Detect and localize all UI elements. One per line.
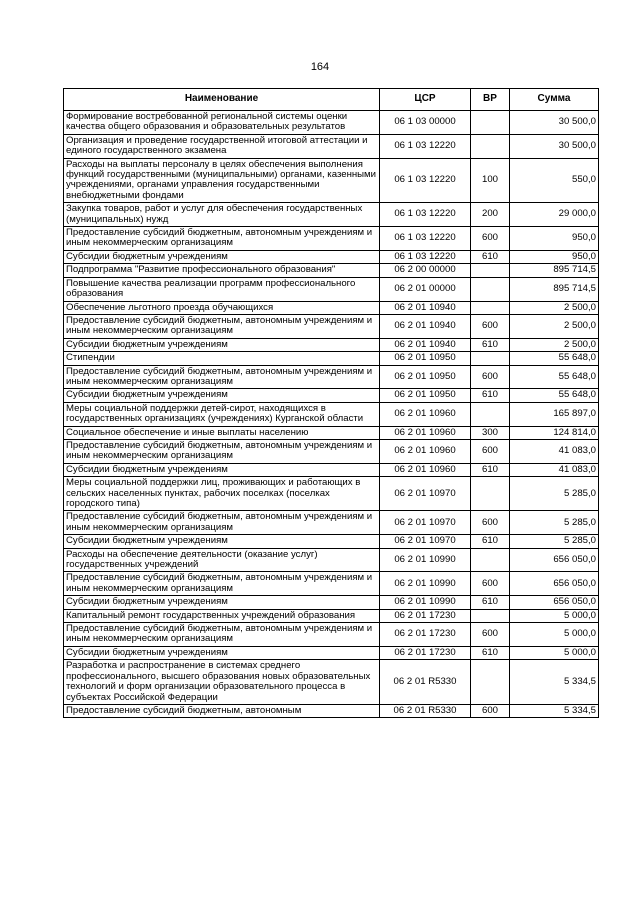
cell-csr: 06 1 03 12220: [380, 134, 471, 158]
cell-sum: 55 648,0: [510, 352, 599, 365]
cell-csr: 06 1 03 12220: [380, 227, 471, 251]
cell-vr: 610: [471, 463, 510, 476]
cell-sum: 5 334,5: [510, 704, 599, 717]
cell-sum: 656 050,0: [510, 596, 599, 609]
cell-csr: 06 1 03 12220: [380, 250, 471, 263]
cell-vr: [471, 277, 510, 301]
budget-table: [63, 88, 599, 718]
cell-csr: 06 2 01 10940: [380, 314, 471, 338]
cell-csr: 06 2 01 10960: [380, 402, 471, 426]
table-row: [64, 646, 599, 659]
table-row: [64, 227, 599, 251]
cell-name: Повышение качества реализации программ профессионального образования: [64, 277, 380, 301]
table-row: [64, 477, 599, 511]
table-row: [64, 660, 599, 705]
cell-csr: 06 2 01 R5330: [380, 704, 471, 717]
cell-csr: 06 2 01 10970: [380, 535, 471, 548]
cell-sum: 55 648,0: [510, 389, 599, 402]
cell-name: Предоставление субсидий бюджетным, автономным учреждениям и иным некоммерческим организациям: [64, 623, 380, 647]
cell-vr: 610: [471, 596, 510, 609]
cell-name: Субсидии бюджетным учреждениям: [64, 596, 380, 609]
cell-vr: 600: [471, 314, 510, 338]
cell-sum: 124 814,0: [510, 426, 599, 439]
cell-csr: 06 1 03 00000: [380, 111, 471, 135]
cell-sum: 895 714,5: [510, 277, 599, 301]
cell-csr: 06 2 01 17230: [380, 646, 471, 659]
table-body: [64, 111, 599, 718]
cell-name: Субсидии бюджетным учреждениям: [64, 535, 380, 548]
table-row: [64, 623, 599, 647]
cell-vr: 600: [471, 365, 510, 389]
table-row: [64, 111, 599, 135]
cell-vr: 610: [471, 250, 510, 263]
cell-sum: 55 648,0: [510, 365, 599, 389]
cell-name: Субсидии бюджетным учреждениям: [64, 250, 380, 263]
cell-csr: 06 2 01 10990: [380, 548, 471, 572]
cell-name: Обеспечение льготного проезда обучающихся: [64, 301, 380, 314]
cell-name: Капитальный ремонт государственных учреждений образования: [64, 609, 380, 622]
cell-vr: 610: [471, 535, 510, 548]
cell-name: Меры социальной поддержки детей-сирот, находящихся в государственных организациях (учреждениях) Курганской области: [64, 402, 380, 426]
cell-csr: 06 2 01 10940: [380, 338, 471, 351]
table-row: [64, 439, 599, 463]
cell-csr: 06 2 01 10950: [380, 352, 471, 365]
cell-name: Субсидии бюджетным учреждениям: [64, 389, 380, 402]
cell-sum: 656 050,0: [510, 572, 599, 596]
cell-sum: 5 000,0: [510, 646, 599, 659]
cell-csr: 06 2 01 10990: [380, 572, 471, 596]
table-row: [64, 596, 599, 609]
cell-sum: 41 083,0: [510, 439, 599, 463]
cell-csr: 06 2 01 10970: [380, 477, 471, 511]
cell-vr: [471, 264, 510, 277]
cell-vr: [471, 660, 510, 705]
cell-name: Предоставление субсидий бюджетным, автономным учреждениям и иным некоммерческим организациям: [64, 439, 380, 463]
table-row: [64, 463, 599, 476]
cell-vr: 600: [471, 511, 510, 535]
cell-vr: 610: [471, 389, 510, 402]
cell-sum: 30 500,0: [510, 134, 599, 158]
cell-vr: 300: [471, 426, 510, 439]
table-row: [64, 511, 599, 535]
cell-sum: 895 714,5: [510, 264, 599, 277]
cell-csr: 06 2 01 10960: [380, 463, 471, 476]
cell-sum: 5 285,0: [510, 477, 599, 511]
cell-csr: 06 2 01 10950: [380, 365, 471, 389]
cell-vr: [471, 402, 510, 426]
cell-vr: 600: [471, 227, 510, 251]
cell-name: Разработка и распространение в системах среднего профессионального, высшего образования новых образовательных технологий и форм организации образовательного процесса в субъектах Российской Федерации: [64, 660, 380, 705]
cell-csr: 06 2 01 10950: [380, 389, 471, 402]
cell-csr: 06 2 01 00000: [380, 277, 471, 301]
cell-vr: 610: [471, 338, 510, 351]
cell-name: Социальное обеспечение и иные выплаты населению: [64, 426, 380, 439]
cell-vr: 200: [471, 203, 510, 227]
cell-csr: 06 2 01 10970: [380, 511, 471, 535]
cell-name: Предоставление субсидий бюджетным, автономным: [64, 704, 380, 717]
cell-vr: [471, 301, 510, 314]
cell-vr: [471, 352, 510, 365]
cell-sum: 5 285,0: [510, 535, 599, 548]
cell-sum: 29 000,0: [510, 203, 599, 227]
table-row: [64, 609, 599, 622]
cell-sum: 950,0: [510, 227, 599, 251]
cell-sum: 30 500,0: [510, 111, 599, 135]
cell-csr: 06 2 01 R5330: [380, 660, 471, 705]
cell-vr: [471, 548, 510, 572]
cell-sum: 41 083,0: [510, 463, 599, 476]
cell-name: Организация и проведение государственной итоговой аттестации и единого государственного экзамена: [64, 134, 380, 158]
cell-sum: 5 000,0: [510, 609, 599, 622]
cell-name: Предоставление субсидий бюджетным, автономным учреждениям и иным некоммерческим организациям: [64, 227, 380, 251]
cell-sum: 550,0: [510, 158, 599, 203]
table-row: [64, 264, 599, 277]
cell-sum: 656 050,0: [510, 548, 599, 572]
header-vr: ВР: [471, 89, 510, 111]
table-row: [64, 250, 599, 263]
table-row: [64, 158, 599, 203]
cell-sum: 5 000,0: [510, 623, 599, 647]
cell-name: Предоставление субсидий бюджетным, автономным учреждениям и иным некоммерческим организациям: [64, 572, 380, 596]
cell-vr: 610: [471, 646, 510, 659]
cell-csr: 06 2 01 10940: [380, 301, 471, 314]
cell-csr: 06 2 01 17230: [380, 623, 471, 647]
cell-sum: 2 500,0: [510, 301, 599, 314]
cell-name: Предоставление субсидий бюджетным, автономным учреждениям и иным некоммерческим организациям: [64, 365, 380, 389]
page-number: 164: [310, 61, 330, 73]
table-row: [64, 277, 599, 301]
cell-vr: 100: [471, 158, 510, 203]
cell-sum: 2 500,0: [510, 314, 599, 338]
cell-name: Субсидии бюджетным учреждениям: [64, 646, 380, 659]
cell-vr: [471, 477, 510, 511]
header-csr: ЦСР: [380, 89, 471, 111]
table-row: [64, 365, 599, 389]
cell-sum: 2 500,0: [510, 338, 599, 351]
table-row: [64, 572, 599, 596]
table-row: [64, 301, 599, 314]
cell-sum: 950,0: [510, 250, 599, 263]
cell-csr: 06 2 01 10960: [380, 426, 471, 439]
cell-vr: 600: [471, 623, 510, 647]
cell-name: Подпрограмма "Развитие профессионального образования": [64, 264, 380, 277]
cell-name: Формирование востребованной региональной системы оценки качества общего образования и образовательных результатов: [64, 111, 380, 135]
cell-name: Стипендии: [64, 352, 380, 365]
table-row: [64, 426, 599, 439]
cell-csr: 06 2 01 17230: [380, 609, 471, 622]
cell-vr: [471, 609, 510, 622]
cell-vr: 600: [471, 704, 510, 717]
table-row: [64, 352, 599, 365]
table-header-row: [64, 89, 599, 111]
table-row: [64, 535, 599, 548]
cell-name: Предоставление субсидий бюджетным, автономным учреждениям и иным некоммерческим организациям: [64, 314, 380, 338]
cell-sum: 5 285,0: [510, 511, 599, 535]
cell-vr: 600: [471, 439, 510, 463]
cell-sum: 165 897,0: [510, 402, 599, 426]
cell-vr: 600: [471, 572, 510, 596]
cell-csr: 06 2 01 10990: [380, 596, 471, 609]
table-row: [64, 389, 599, 402]
cell-name: Меры социальной поддержки лиц, проживающих и работающих в сельских населенных пунктах, рабочих поселках (поселках городского типа): [64, 477, 380, 511]
cell-vr: [471, 111, 510, 135]
cell-name: Предоставление субсидий бюджетным, автономным учреждениям и иным некоммерческим организациям: [64, 511, 380, 535]
cell-csr: 06 1 03 12220: [380, 203, 471, 227]
table-row: [64, 338, 599, 351]
table-row: [64, 704, 599, 717]
table-row: [64, 402, 599, 426]
cell-vr: [471, 134, 510, 158]
cell-sum: 5 334,5: [510, 660, 599, 705]
cell-name: Расходы на обеспечение деятельности (оказание услуг) государственных учреждений: [64, 548, 380, 572]
table-row: [64, 314, 599, 338]
table-row: [64, 203, 599, 227]
cell-name: Закупка товаров, работ и услуг для обеспечения государственных (муниципальных) нужд: [64, 203, 380, 227]
cell-name: Субсидии бюджетным учреждениям: [64, 338, 380, 351]
cell-name: Субсидии бюджетным учреждениям: [64, 463, 380, 476]
cell-csr: 06 1 03 12220: [380, 158, 471, 203]
cell-csr: 06 2 00 00000: [380, 264, 471, 277]
cell-name: Расходы на выплаты персоналу в целях обеспечения выполнения функций государственными (муниципальными) органами, казенными учреждениями, органами управления государственными внебюджетными фондами: [64, 158, 380, 203]
table-row: [64, 134, 599, 158]
cell-csr: 06 2 01 10960: [380, 439, 471, 463]
header-name: Наименование: [64, 89, 380, 111]
header-sum: Сумма: [510, 89, 599, 111]
table-row: [64, 548, 599, 572]
